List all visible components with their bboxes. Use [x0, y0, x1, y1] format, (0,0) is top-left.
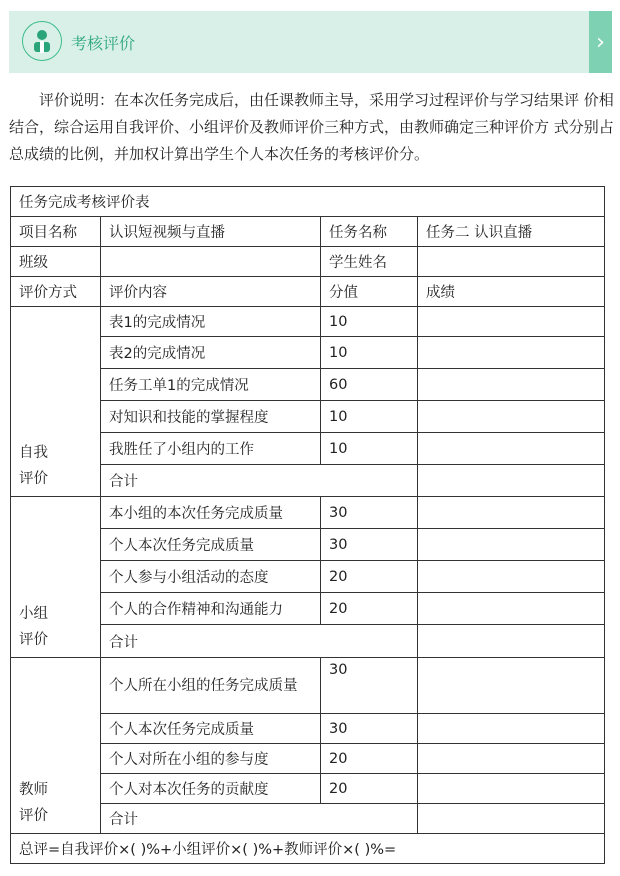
- item-grade[interactable]: [418, 774, 605, 804]
- item-score: 20: [321, 593, 418, 625]
- item-content: 个人对所在小组的参与度: [101, 744, 321, 774]
- student-value[interactable]: [418, 247, 605, 277]
- item-grade[interactable]: [418, 714, 605, 744]
- item-grade[interactable]: [418, 433, 605, 465]
- item-grade[interactable]: [418, 593, 605, 625]
- item-content: 个人所在小组的任务完成质量: [101, 658, 321, 714]
- item-score: 10: [321, 307, 418, 337]
- subtotal-grade[interactable]: [418, 465, 605, 497]
- subtotal-grade[interactable]: [418, 804, 605, 834]
- item-content: 个人的合作精神和沟通能力: [101, 593, 321, 625]
- task-label: 任务名称: [321, 217, 418, 247]
- task-value: 任务二 认识直播: [418, 217, 605, 247]
- item-score: 20: [321, 561, 418, 593]
- section-banner: [9, 11, 612, 73]
- item-score: 10: [321, 337, 418, 369]
- subtotal-label: 合计: [101, 465, 418, 497]
- item-content: 本小组的本次任务完成质量: [101, 497, 321, 529]
- header-grade: 成绩: [418, 277, 605, 307]
- item-content: 个人本次任务完成质量: [101, 714, 321, 744]
- subtotal-grade[interactable]: [418, 625, 605, 658]
- item-score: 30: [321, 714, 418, 744]
- item-score: 30: [321, 497, 418, 529]
- item-grade[interactable]: [418, 497, 605, 529]
- item-score: 10: [321, 433, 418, 465]
- item-content: 个人参与小组活动的态度: [101, 561, 321, 593]
- item-score: 10: [321, 401, 418, 433]
- subtotal-label: 合计: [101, 804, 418, 834]
- total-formula: 总评=自我评价×( )%+小组评价×( )%+教师评价×( )%=: [11, 834, 605, 864]
- item-grade[interactable]: [418, 401, 605, 433]
- section-title: 考核评价: [71, 34, 136, 53]
- item-grade[interactable]: [418, 658, 605, 714]
- header-method: 评价方式: [11, 277, 101, 307]
- class-label: 班级: [11, 247, 101, 277]
- item-content: 任务工单1的完成情况: [101, 369, 321, 401]
- item-content: 个人对本次任务的贡献度: [101, 774, 321, 804]
- item-grade[interactable]: [418, 529, 605, 561]
- item-grade[interactable]: [418, 369, 605, 401]
- item-content: 我胜任了小组内的工作: [101, 433, 321, 465]
- item-grade[interactable]: [418, 337, 605, 369]
- group-team-label: 小组 评价: [11, 497, 101, 658]
- header-score: 分值: [321, 277, 418, 307]
- chevron-right-icon[interactable]: ›: [589, 11, 612, 73]
- item-grade[interactable]: [418, 561, 605, 593]
- project-value: 认识短视频与直播: [101, 217, 321, 247]
- project-label: 项目名称: [11, 217, 101, 247]
- evaluation-table: [10, 186, 605, 864]
- class-value[interactable]: [101, 247, 321, 277]
- item-score: 60: [321, 369, 418, 401]
- item-content: 表2的完成情况: [101, 337, 321, 369]
- worker-wrench-icon: [22, 21, 62, 61]
- subtotal-label: 合计: [101, 625, 418, 658]
- item-score: 30: [321, 529, 418, 561]
- item-content: 对知识和技能的掌握程度: [101, 401, 321, 433]
- item-grade[interactable]: [418, 744, 605, 774]
- item-score: 30: [321, 658, 418, 714]
- item-content: 表1的完成情况: [101, 307, 321, 337]
- header-content: 评价内容: [101, 277, 321, 307]
- evaluation-description: 评价说明：在本次任务完成后，由任课教师主导，采用学习过程评价与学习结果评 价相结合，综合运用自我评价、小组评价及教师评价三种方式，由教师确定三种评价方 式分别占总成绩的比例，并加权计算出学生个人本次任务的考核评价分。: [9, 91, 614, 163]
- item-grade[interactable]: [418, 307, 605, 337]
- group-teacher-label: 教师 评价: [11, 658, 101, 834]
- group-self-label: 自我 评价: [11, 307, 101, 497]
- item-score: 20: [321, 744, 418, 774]
- item-content: 个人本次任务完成质量: [101, 529, 321, 561]
- table-title: 任务完成考核评价表: [11, 187, 605, 217]
- student-label: 学生姓名: [321, 247, 418, 277]
- item-score: 20: [321, 774, 418, 804]
